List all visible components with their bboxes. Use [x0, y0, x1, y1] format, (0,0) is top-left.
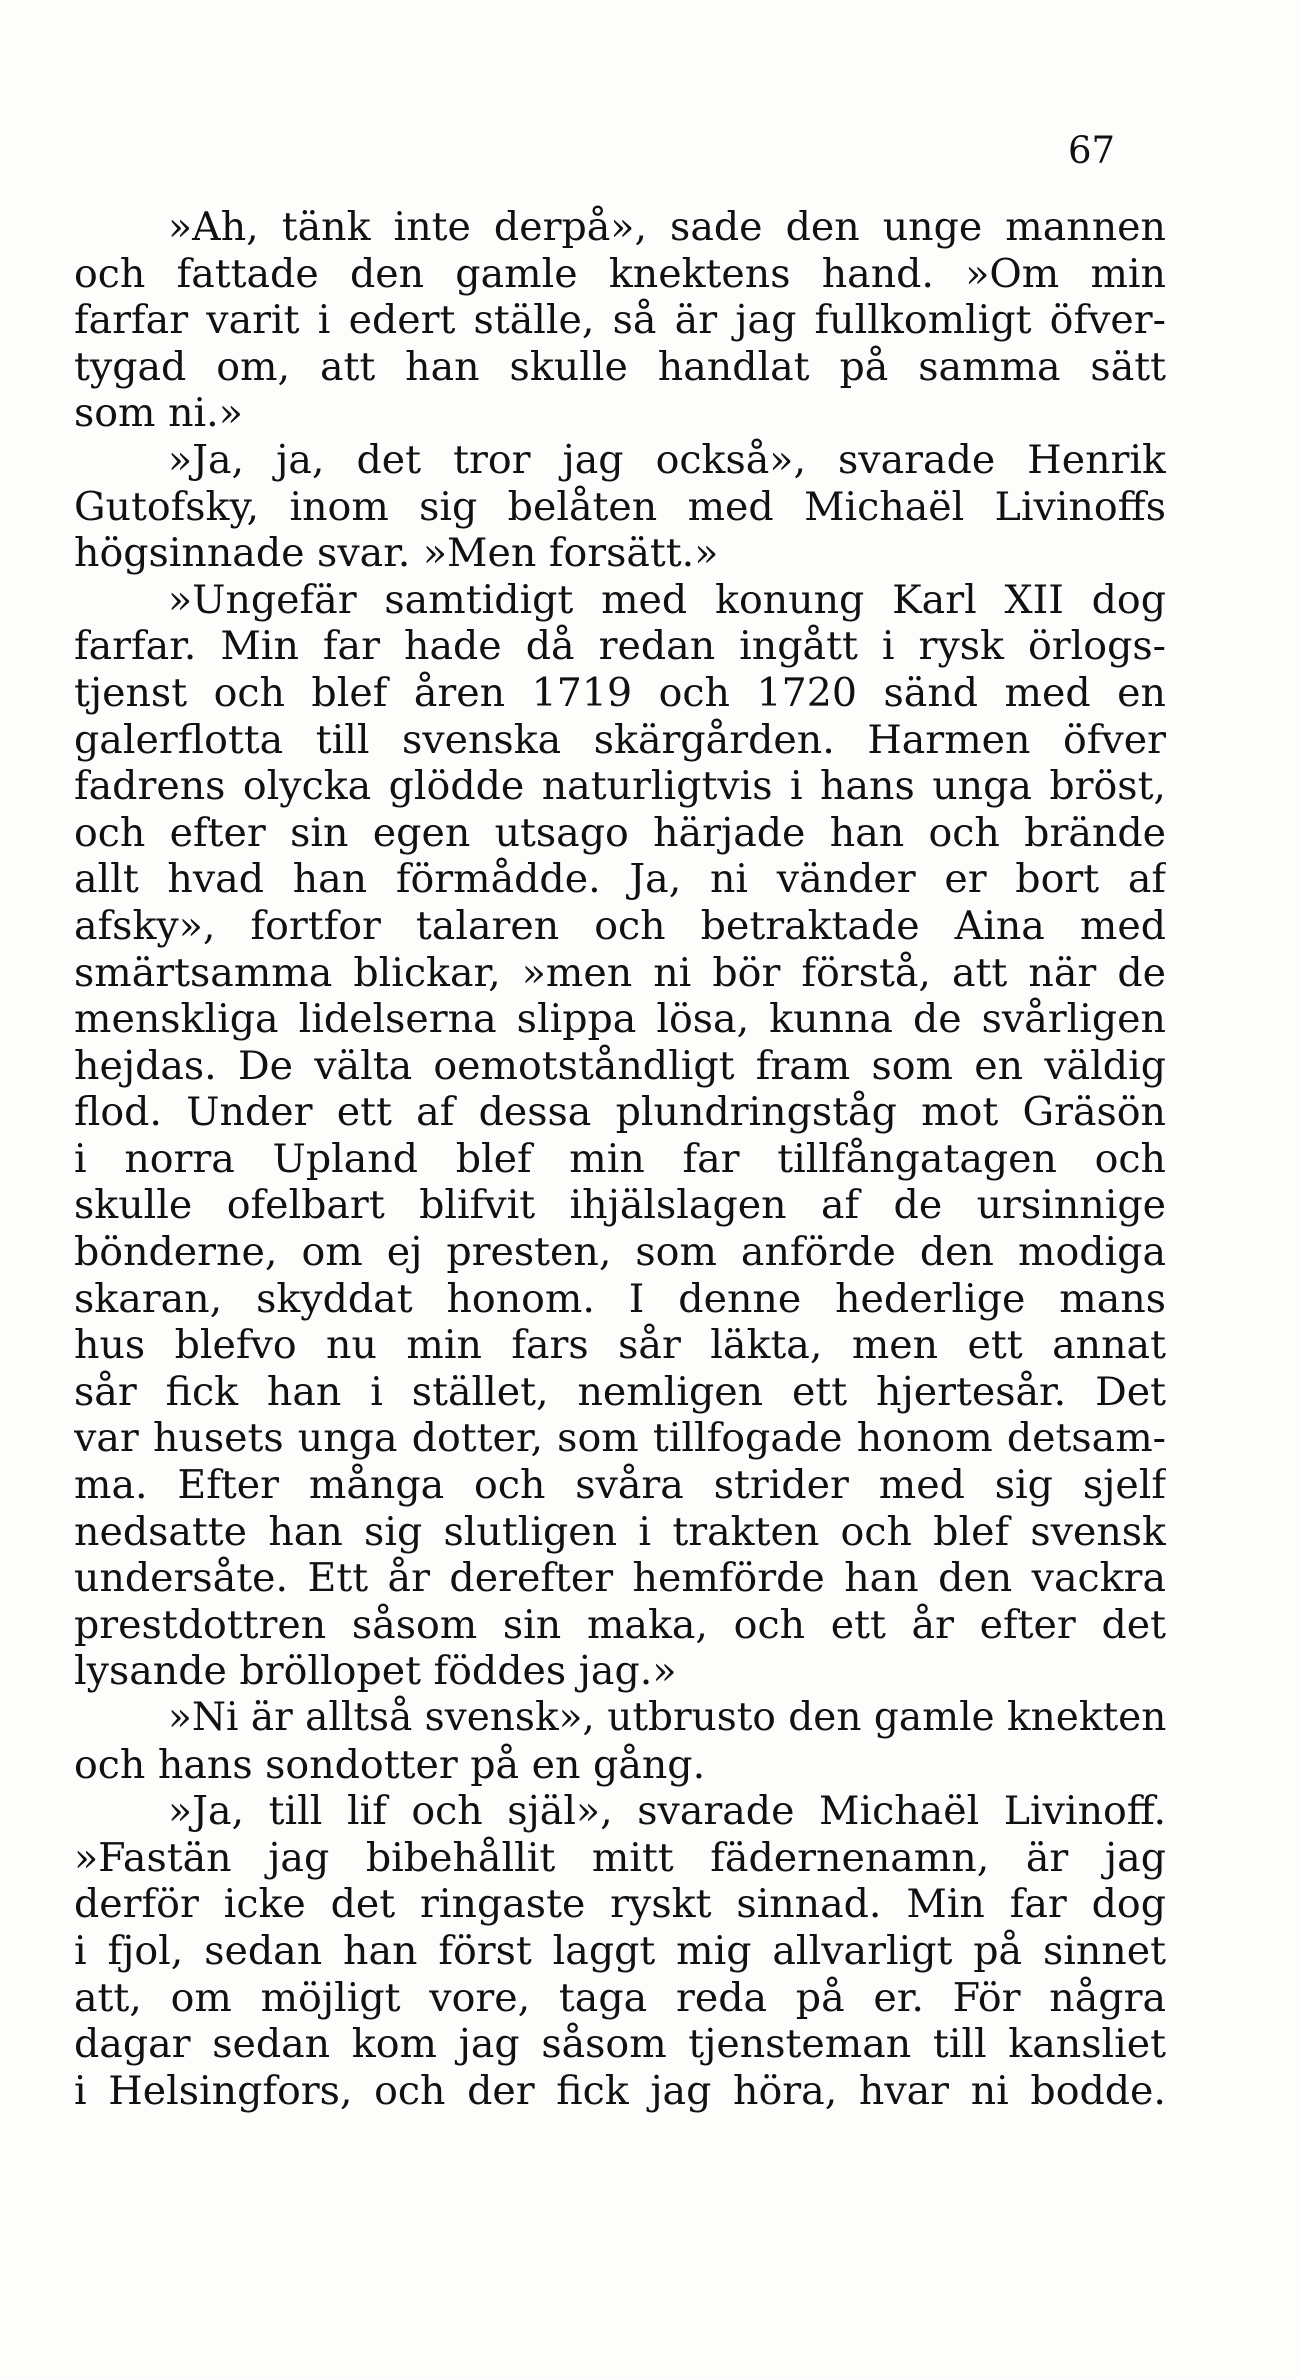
text-line: farfar. Min far hade då redan ingått i rysk örlogs- — [74, 623, 1166, 670]
text-line: i Helsingfors, och der fick jag höra, hvar ni bodde. — [74, 2067, 1166, 2114]
text-line: var husets unga dotter, som tillfogade honom detsam- — [74, 1415, 1166, 1462]
text-line: menskliga lidelserna slippa lösa, kunna de svårligen — [74, 996, 1166, 1043]
text-line: och hans sondotter på en gång. — [74, 1741, 706, 1788]
text-line: flod. Under ett af dessa plundringståg mot Gräsön — [74, 1089, 1166, 1136]
text-line: skulle ofelbart blifvit ihjälslagen af de ursinnige — [74, 1182, 1166, 1229]
text-line: »Ja, ja, det tror jag också», svarade Henrik — [168, 436, 1166, 483]
text-line: i norra Upland blef min far tillfångatagen och — [74, 1135, 1166, 1182]
text-line: allt hvad han förmådde. Ja, ni vänder er bort af — [74, 856, 1166, 903]
text-line: »Ah, tänk inte derpå», sade den unge mannen — [168, 204, 1166, 250]
text-line: lysande bröllopet föddes jag.» — [74, 1648, 677, 1695]
text-line: och fattade den gamle knektens hand. »Om min — [74, 250, 1166, 297]
text-line: »Ni är alltså svensk», utbrusto den gamle knekten — [168, 1695, 1166, 1740]
text-line: nedsatte han sig slutligen i trakten och blef svensk — [74, 1508, 1166, 1555]
text-line: smärtsamma blickar, »men ni bör förstå, att när de — [74, 949, 1166, 996]
text-line: derför icke det ringaste ryskt sinnad. Min far dog — [74, 1881, 1166, 1928]
text-line: och efter sin egen utsago härjade han och brände — [74, 809, 1166, 856]
text-line: bönderne, om ej presten, som anförde den modiga — [74, 1229, 1166, 1276]
text-line: galerflotta till svenska skärgården. Harmen öfver — [74, 716, 1166, 763]
text-line: Gutofsky, inom sig belåten med Michaël Livinoffs — [74, 483, 1166, 530]
text-line: ma. Efter många och svåra strider med sig sjelf — [74, 1462, 1166, 1509]
text-line: fadrens olycka glödde naturligtvis i hans unga bröst, — [74, 763, 1166, 810]
text-line: »Ja, till lif och själ», svarade Michaël Livinoff. — [168, 1788, 1166, 1835]
body-text — [74, 204, 1166, 2114]
text-line: hejdas. De välta oemotståndligt fram som en väldig — [74, 1042, 1166, 1089]
text-line: »Fastän jag bibehållit mitt fädernenamn, är jag — [74, 1834, 1166, 1881]
page-number: 67 — [1068, 129, 1116, 172]
text-line: att, om möjligt vore, taga reda på er. För några — [74, 1974, 1166, 2021]
text-line: i fjol, sedan han först laggt mig allvarligt på sinnet — [74, 1927, 1166, 1974]
text-line: tygad om, att han skulle handlat på samma sätt — [74, 343, 1166, 390]
text-line: prestdottren såsom sin maka, och ett år efter det — [74, 1601, 1166, 1648]
text-line: tjenst och blef åren 1719 och 1720 sänd med en — [74, 669, 1166, 716]
text-line: sår fick han i stället, nemligen ett hjertesår. Det — [74, 1368, 1166, 1415]
text-line: högsinnade svar. »Men forsätt.» — [74, 530, 719, 577]
text-line: »Ungefär samtidigt med konung Karl XII dog — [168, 576, 1166, 623]
text-line: undersåte. Ett år derefter hemförde han den vackra — [74, 1555, 1166, 1602]
text-line: skaran, skyddat honom. I denne hederlige mans — [74, 1275, 1166, 1322]
text-line: farfar varit i edert ställe, så är jag fullkomligt öfver- — [74, 297, 1166, 344]
text-line: som ni.» — [74, 390, 243, 437]
text-line: hus blefvo nu min fars sår läkta, men ett annat — [74, 1322, 1166, 1369]
text-line: afsky», fortfor talaren och betraktade Aina med — [74, 902, 1166, 949]
text-line: dagar sedan kom jag såsom tjensteman till kansliet — [74, 2021, 1166, 2068]
